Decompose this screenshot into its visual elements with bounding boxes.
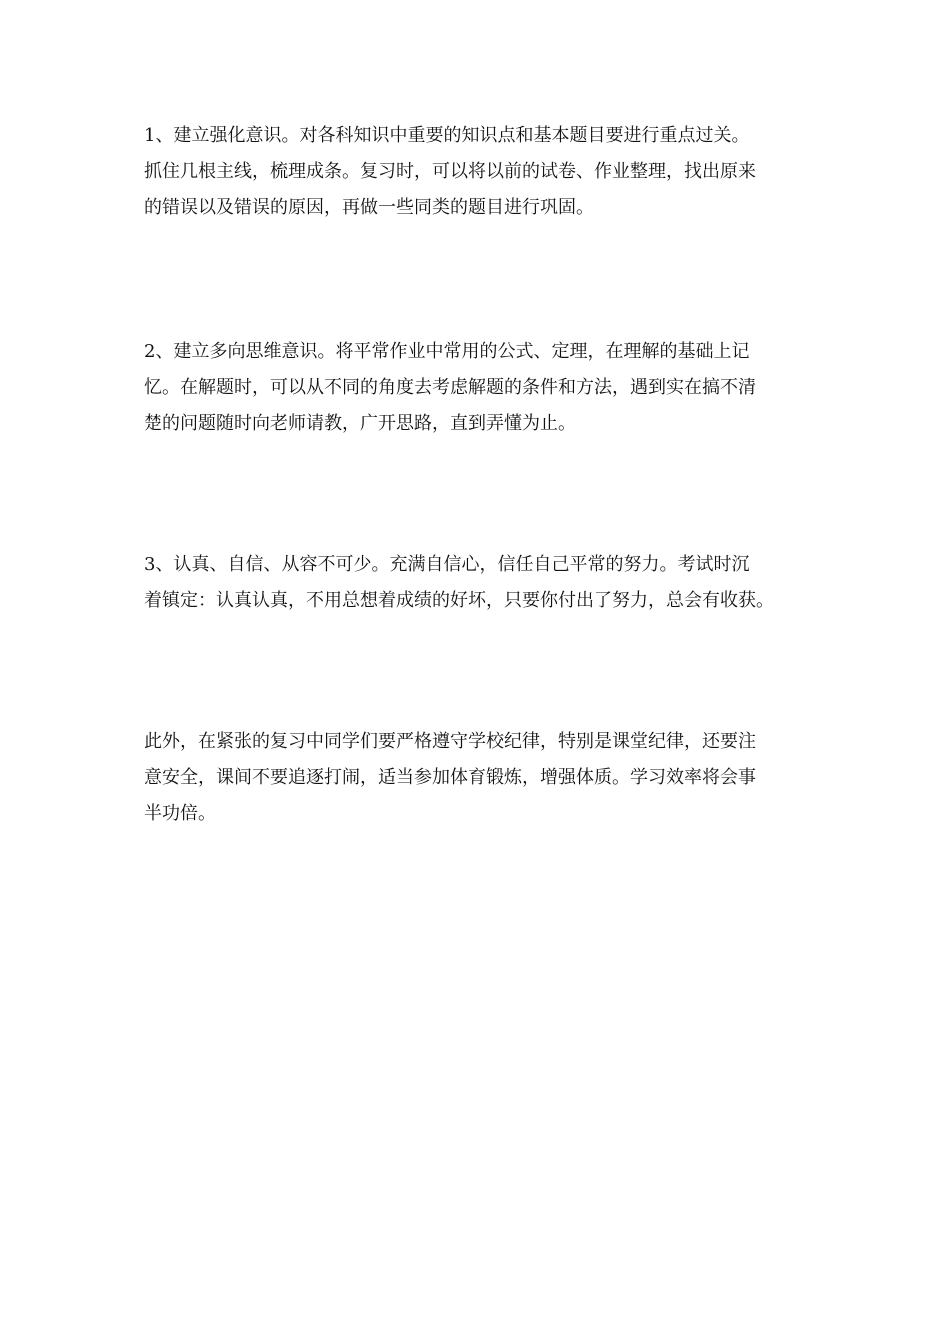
paragraph-2 bbox=[144, 334, 814, 442]
paragraph-1 bbox=[144, 118, 814, 226]
paragraph-line: 的错误以及错误的原因，再做一些同类的题目进行巩固。 bbox=[144, 197, 594, 218]
paragraph-line: 半功倍。 bbox=[144, 803, 216, 824]
paragraph-line: 忆。在解题时，可以从不同的角度去考虑解题的条件和方法，遇到实在搞不清 bbox=[144, 377, 756, 398]
paragraph-line: 着镇定：认真认真，不用总想着成绩的好坏，只要你付出了努力，总会有收获。 bbox=[144, 590, 774, 611]
paragraph-3 bbox=[144, 547, 814, 619]
paragraph-line: 2、建立多向思维意识。将平常作业中常用的公式、定理，在理解的基础上记 bbox=[144, 341, 750, 362]
paragraph-line: 抓住几根主线，梳理成条。复习时，可以将以前的试卷、作业整理，找出原来 bbox=[144, 161, 756, 182]
paragraph-4 bbox=[144, 724, 814, 832]
paragraph-line: 此外，在紧张的复习中同学们要严格遵守学校纪律，特别是课堂纪律，还要注 bbox=[144, 731, 756, 752]
paragraph-line: 1、建立强化意识。对各科知识中重要的知识点和基本题目要进行重点过关。 bbox=[144, 125, 750, 146]
paragraph-line: 楚的问题随时向老师请教，广开思路，直到弄懂为止。 bbox=[144, 413, 576, 434]
paragraph-line: 3、认真、自信、从容不可少。充满自信心，信任自己平常的努力。考试时沉 bbox=[144, 554, 750, 575]
paragraph-line: 意安全，课间不要追逐打闹，适当参加体育锻炼，增强体质。学习效率将会事 bbox=[144, 767, 756, 788]
